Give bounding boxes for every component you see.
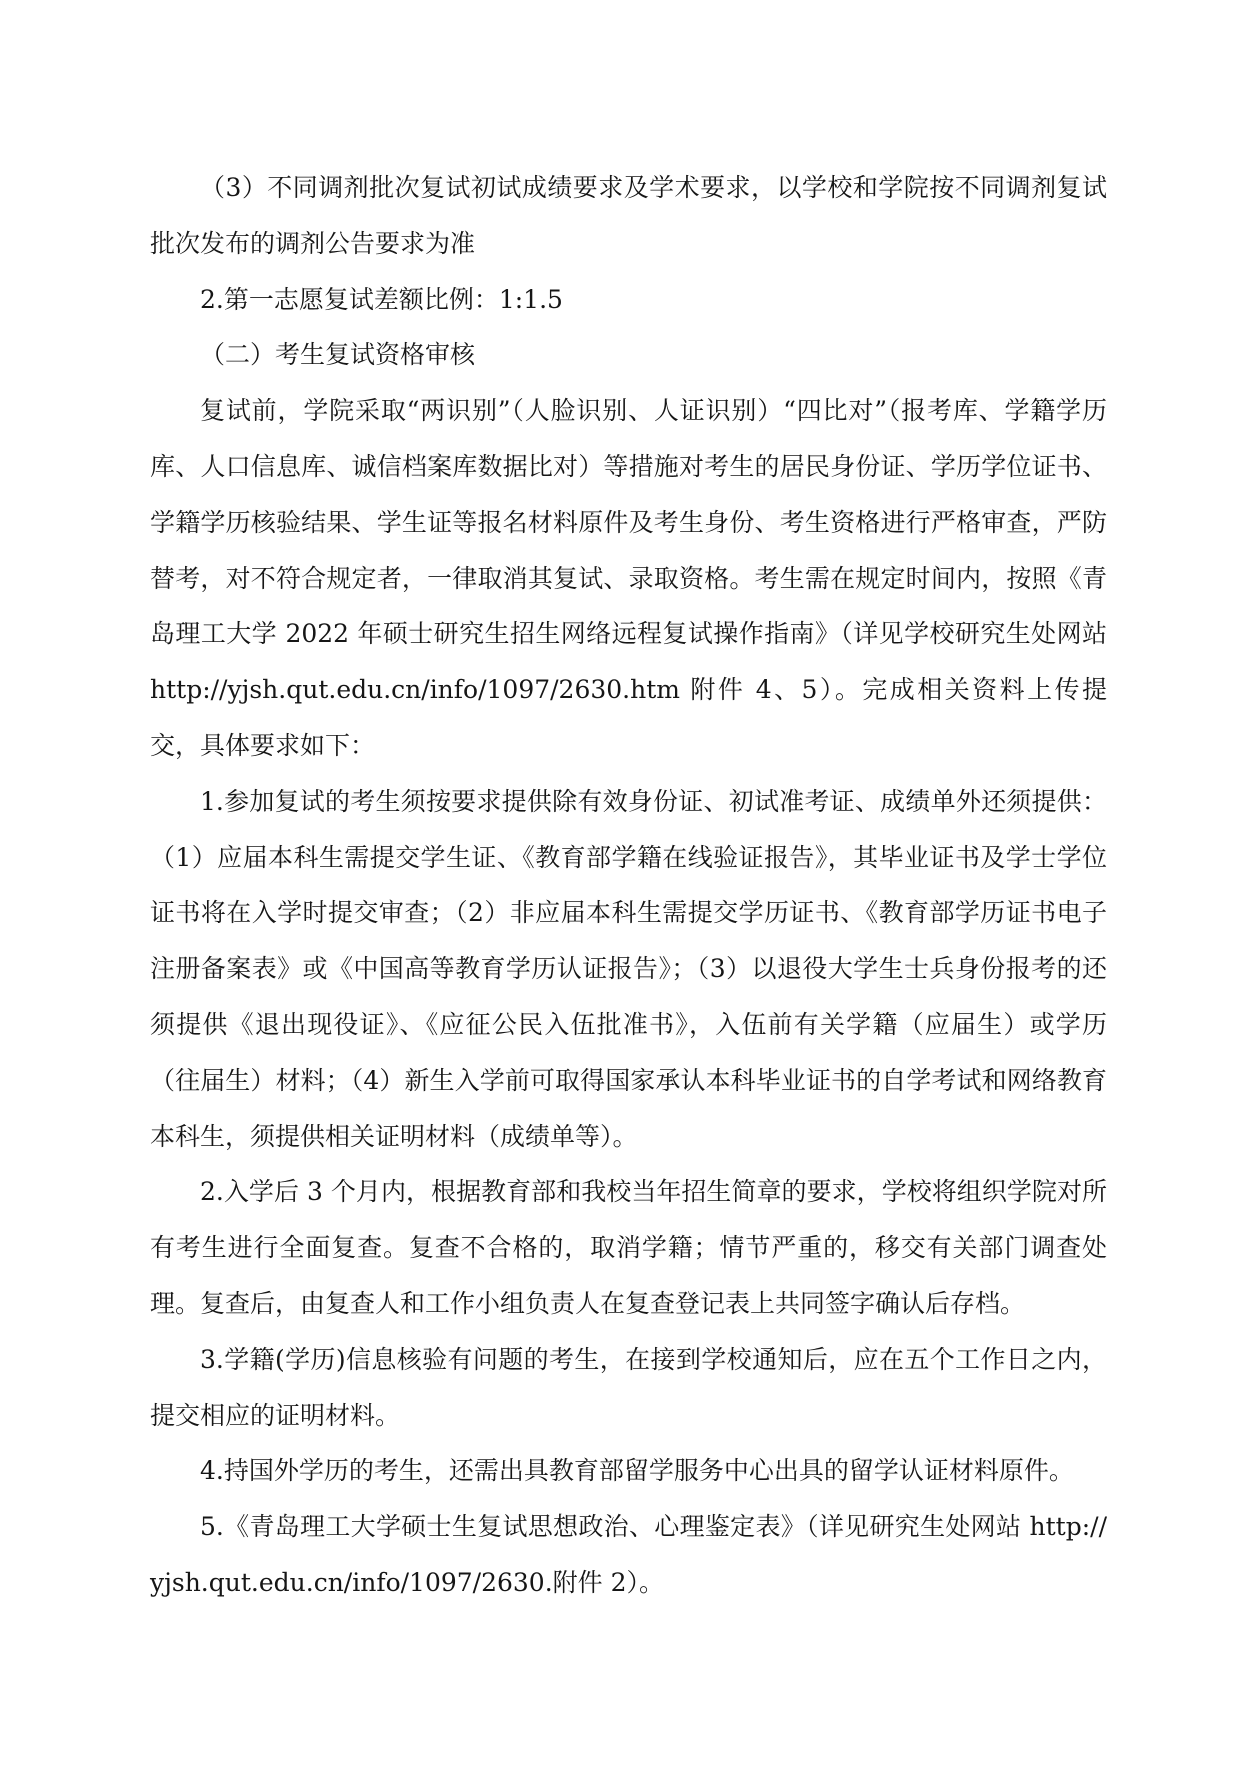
paragraph-first-choice-ratio: 2.第一志愿复试差额比例：1:1.5 [200,284,563,314]
paragraph-identity-verification-measures: 复试前，学院采取“两识别”（人脸识别、人证识别）“四比对”（报考库、学籍学历库、人口信息库、诚信档案库数据比对）等措施对考生的居民身份证、学历学位证书、学籍学历核验结果、学生证等报名材料原件及考生身份、考生资格进行严格审查，严防替考，对不符合规定者，一律取消其复试、录取资格。考生需在规定时间内，按照《青岛理工大学 2022 年硕士研究生招生网络远程复试操作指南》（详见学校研究生处网站 http://yjsh.qut.edu.cn/info/1097/2630.htm 附件 4、5）。完成相关资料上传提交，具体要求如下： [150,396,1107,760]
paragraph-item2-post-enrollment-recheck: 2.入学后 3 个月内，根据教育部和我校当年招生简章的要求，学校将组织学院对所有考生进行全面复查。复查不合格的，取消学籍；情节严重的，移交有关部门调查处理。复查后，由复查人和工作小组负责人在复查登记表上共同签字确认后存档。 [150,1177,1107,1318]
paragraph-item1-required-materials: 1.参加复试的考生须按要求提供除有效身份证、初试准考证、成绩单外还须提供：（1）应届本科生需提交学生证、《教育部学籍在线验证报告》，其毕业证书及学士学位证书将在入学时提交审查；（2）非应届本科生需提交学历证书、《教育部学历证书电子注册备案表》或《中国高等教育学历认证报告》；（3）以退役大学生士兵身份报考的还须提供《退出现役证》、《应征公民入伍批准书》，入伍前有关学籍（应届生）或学历（往届生）材料；（4）新生入学前可取得国家承认本科毕业证书的自学考试和网络教育本科生，须提供相关证明材料（成绩单等）。 [150,786,1107,1151]
paragraph-transfer-batch-requirements: （3）不同调剂批次复试初试成绩要求及学术要求，以学校和学院按不同调剂复试批次发布的调剂公告要求为准 [150,173,1107,258]
paragraph-item5-ideology-psych-form: 5.《青岛理工大学硕士生复试思想政治、心理鉴定表》（详见研究生处网站 http://yjsh.qut.edu.cn/info/1097/2630.附件 2）。 [150,1512,1107,1597]
paragraph-item3-status-verification-issues: 3.学籍(学历)信息核验有问题的考生，在接到学校通知后，应在五个工作日之内，提交相应的证明材料。 [150,1344,1107,1430]
paragraph-item4-foreign-degree: 4.持国外学历的考生，还需出具教育部留学服务中心出具的留学认证材料原件。 [200,1456,1074,1486]
paragraph-section-heading-qualification-review: （二）考生复试资格审核 [200,340,476,370]
document-body [150,160,1107,1611]
